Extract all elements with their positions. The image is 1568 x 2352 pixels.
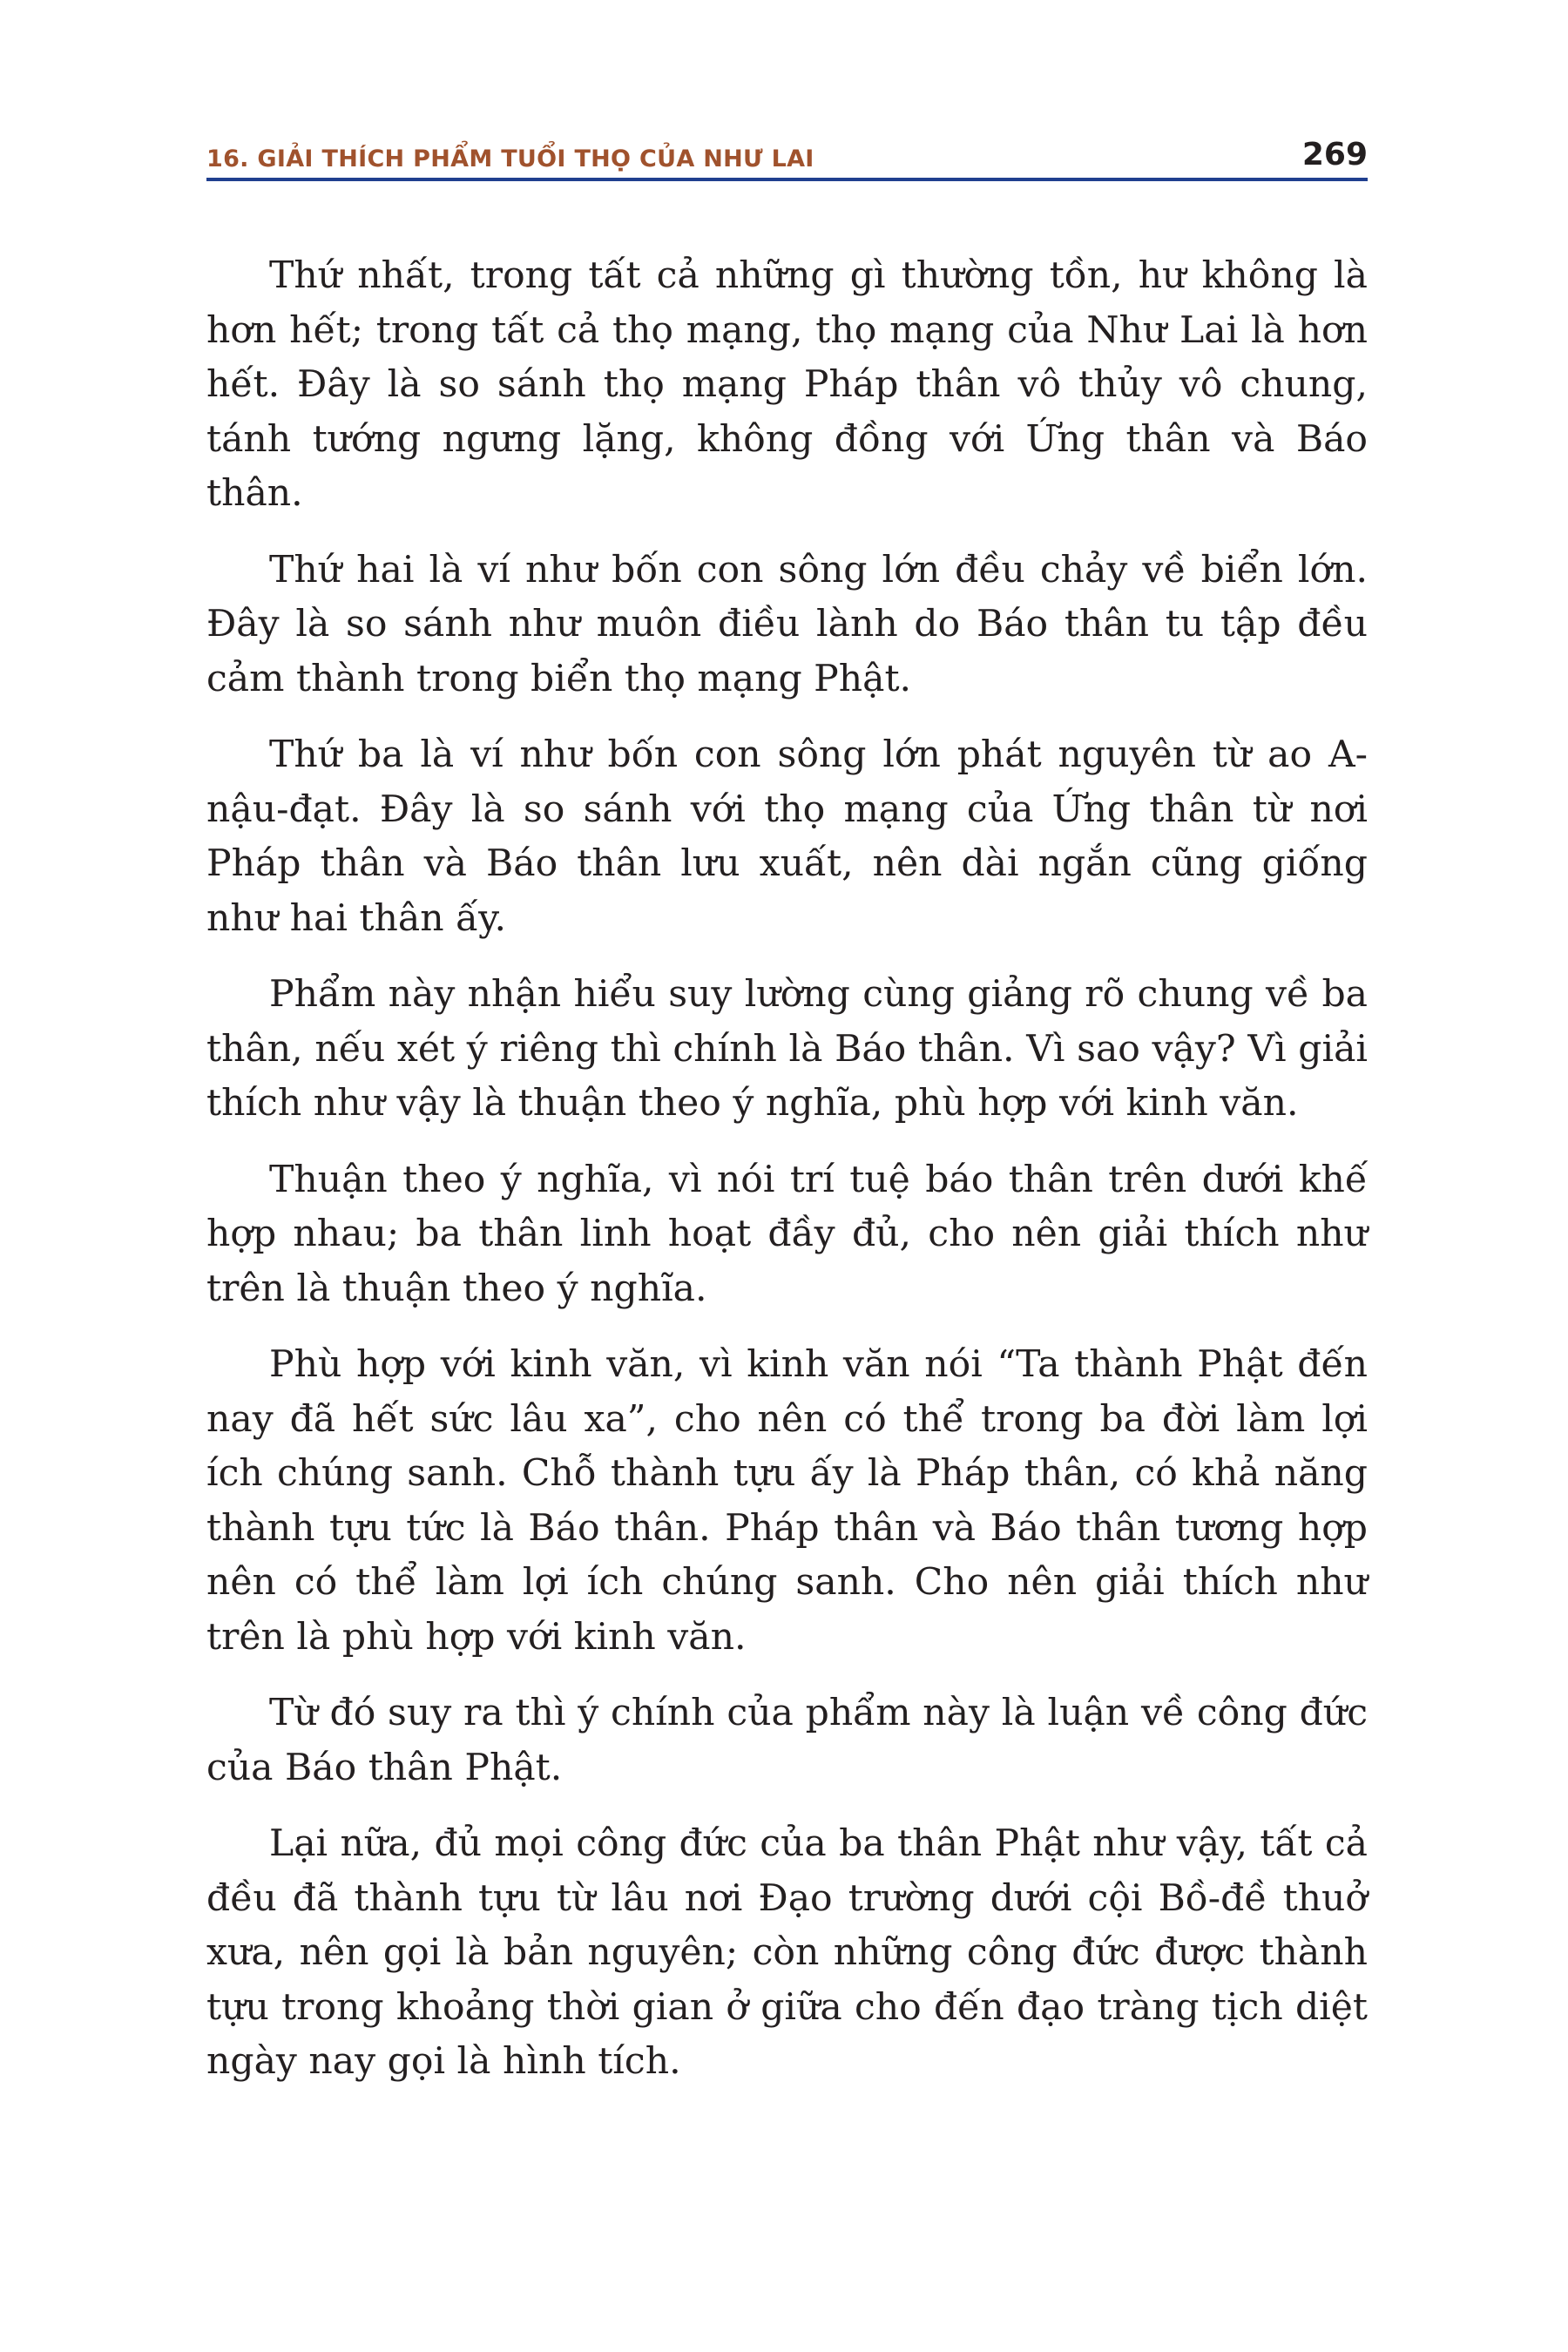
- paragraph: Phẩm này nhận hiểu suy lường cùng giảng rõ chung về ba thân, nếu xét ý riêng thì chính là Báo thân. Vì sao vậy? Vì giải thích như vậy là thuận theo ý nghĩa, phù hợp với kinh văn.: [206, 973, 1368, 1125]
- paragraph: Thứ ba là ví như bốn con sông lớn phát nguyên từ ao A-nậu-đạt. Đây là so sánh với thọ mạng của Ứng thân từ nơi Pháp thân và Báo thân lưu xuất, nên dài ngắn cũng giống như hai thân ấy.: [206, 733, 1368, 940]
- paragraph: Thứ hai là ví như bốn con sông lớn đều chảy về biển lớn. Đây là so sánh như muôn điều lành do Báo thân tu tập đều cảm thành trong biển thọ mạng Phật.: [206, 548, 1368, 700]
- paragraph: Từ đó suy ra thì ý chính của phẩm này là luận về công đức của Báo thân Phật.: [206, 1692, 1368, 1789]
- paragraph: Thứ nhất, trong tất cả những gì thường tồn, hư không là hơn hết; trong tất cả thọ mạng, thọ mạng của Như Lai là hơn hết. Đây là so sánh thọ mạng Pháp thân vô thủy vô chung, tánh tướng ngưng lặng, không đồng với Ứng thân và Báo thân.: [206, 254, 1368, 515]
- running-header: [206, 122, 1368, 181]
- header-rule: [206, 178, 1368, 181]
- paragraph: Thuận theo ý nghĩa, vì nói trí tuệ báo thân trên dưới khế hợp nhau; ba thân linh hoạt đầy đủ, cho nên giải thích như trên là thuận theo ý nghĩa.: [206, 1158, 1368, 1310]
- body-text: [206, 249, 1368, 2112]
- page-number: 269: [1301, 137, 1368, 172]
- paragraph: Lại nữa, đủ mọi công đức của ba thân Phật như vậy, tất cả đều đã thành tựu từ lâu nơi Đạo trường dưới cội Bồ-đề thuở xưa, nên gọi là bản nguyên; còn những công đức được thành tựu trong khoảng thời gian ở giữa cho đến đạo tràng tịch diệt ngày nay gọi là hình tích.: [206, 1822, 1368, 2083]
- chapter-title: 16. GIẢI THÍCH PHẨM TUỔI THỌ CỦA NHƯ LAI: [206, 145, 814, 172]
- paragraph: Phù hợp với kinh văn, vì kinh văn nói “Ta thành Phật đến nay đã hết sức lâu xa”, cho nên có thể trong ba đời làm lợi ích chúng sanh. Chỗ thành tựu ấy là Pháp thân, có khả năng thành tựu tức là Báo thân. Pháp thân và Báo thân tương hợp nên có thể làm lợi ích chúng sanh. Cho nên giải thích như trên là phù hợp với kinh văn.: [206, 1343, 1368, 1659]
